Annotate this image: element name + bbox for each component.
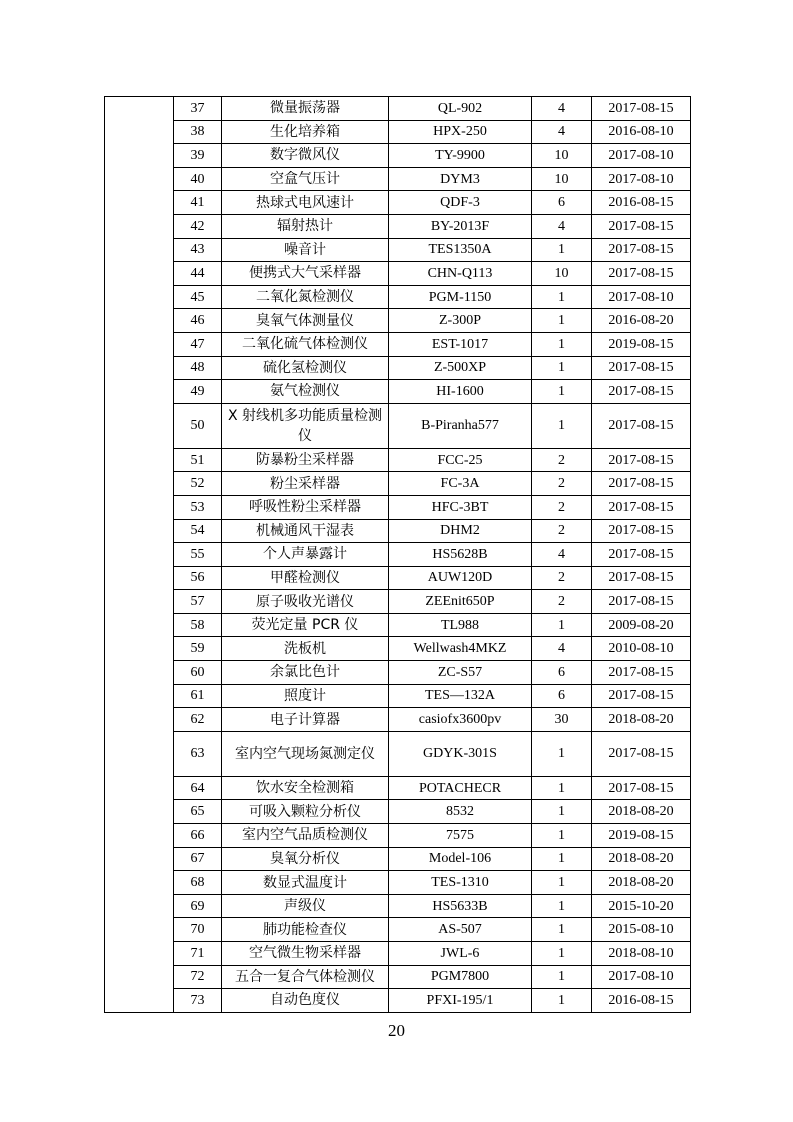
equipment-name-cell: 二氧化硫气体检测仪	[222, 332, 389, 356]
equipment-name-cell: 辐射热计	[222, 214, 389, 238]
purchase-date-cell: 2017-08-10	[592, 144, 691, 168]
model-number-cell: AUW120D	[389, 566, 532, 590]
quantity-cell: 1	[532, 613, 592, 637]
table-row	[105, 684, 691, 708]
purchase-date-cell: 2015-08-10	[592, 918, 691, 942]
quantity-cell: 2	[532, 448, 592, 472]
equipment-name-cell: 余氯比色计	[222, 661, 389, 685]
table-row	[105, 847, 691, 871]
purchase-date-cell: 2017-08-15	[592, 403, 691, 448]
model-number-cell: FC-3A	[389, 472, 532, 496]
purchase-date-cell: 2017-08-10	[592, 285, 691, 309]
model-number-cell: TES—132A	[389, 684, 532, 708]
row-number-cell: 39	[174, 144, 222, 168]
equipment-name-cell: 洗板机	[222, 637, 389, 661]
row-number-cell: 46	[174, 309, 222, 333]
quantity-cell: 1	[532, 918, 592, 942]
purchase-date-cell: 2018-08-20	[592, 847, 691, 871]
model-number-cell: HFC-3BT	[389, 495, 532, 519]
quantity-cell: 1	[532, 309, 592, 333]
model-number-cell: CHN-Q113	[389, 262, 532, 286]
table-row	[105, 637, 691, 661]
quantity-cell: 4	[532, 214, 592, 238]
quantity-cell: 1	[532, 403, 592, 448]
purchase-date-cell: 2017-08-15	[592, 448, 691, 472]
model-number-cell: QL-902	[389, 97, 532, 121]
purchase-date-cell: 2016-08-10	[592, 120, 691, 144]
purchase-date-cell: 2016-08-20	[592, 309, 691, 333]
purchase-date-cell: 2017-08-15	[592, 238, 691, 262]
table-row	[105, 191, 691, 215]
model-number-cell: HPX-250	[389, 120, 532, 144]
quantity-cell: 2	[532, 472, 592, 496]
equipment-name-cell: 可吸入颗粒分析仪	[222, 800, 389, 824]
equipment-name-cell: 微量振荡器	[222, 97, 389, 121]
equipment-name-cell: 声级仪	[222, 894, 389, 918]
row-number-cell: 54	[174, 519, 222, 543]
equipment-name-cell: 硫化氢检测仪	[222, 356, 389, 380]
equipment-name-cell: 数字微风仪	[222, 144, 389, 168]
model-number-cell: FCC-25	[389, 448, 532, 472]
equipment-name-cell: 臭氧气体测量仪	[222, 309, 389, 333]
equipment-name-cell: 空气微生物采样器	[222, 942, 389, 966]
equipment-name-cell: 便携式大气采样器	[222, 262, 389, 286]
equipment-name-cell: 个人声暴露计	[222, 543, 389, 567]
purchase-date-cell: 2009-08-20	[592, 613, 691, 637]
row-number-cell: 66	[174, 824, 222, 848]
quantity-cell: 6	[532, 684, 592, 708]
purchase-date-cell: 2017-08-15	[592, 590, 691, 614]
table-row	[105, 894, 691, 918]
row-number-cell: 48	[174, 356, 222, 380]
quantity-cell: 1	[532, 965, 592, 989]
table-row	[105, 871, 691, 895]
table-row	[105, 356, 691, 380]
equipment-name-cell: 二氧化氮检测仪	[222, 285, 389, 309]
model-number-cell: Z-500XP	[389, 356, 532, 380]
purchase-date-cell: 2017-08-15	[592, 472, 691, 496]
table-row	[105, 566, 691, 590]
purchase-date-cell: 2017-08-15	[592, 543, 691, 567]
equipment-name-cell: 生化培养箱	[222, 120, 389, 144]
table-row	[105, 167, 691, 191]
quantity-cell: 30	[532, 708, 592, 732]
purchase-date-cell: 2017-08-15	[592, 380, 691, 404]
equipment-name-cell: 照度计	[222, 684, 389, 708]
quantity-cell: 1	[532, 989, 592, 1013]
equipment-name-cell: 电子计算器	[222, 708, 389, 732]
quantity-cell: 10	[532, 167, 592, 191]
table-row	[105, 543, 691, 567]
model-number-cell: DYM3	[389, 167, 532, 191]
row-number-cell: 70	[174, 918, 222, 942]
quantity-cell: 1	[532, 238, 592, 262]
table-row	[105, 800, 691, 824]
model-number-cell: POTACHECR	[389, 776, 532, 800]
quantity-cell: 4	[532, 97, 592, 121]
table-row	[105, 403, 691, 448]
model-number-cell: HS5633B	[389, 894, 532, 918]
row-number-cell: 68	[174, 871, 222, 895]
purchase-date-cell: 2017-08-15	[592, 262, 691, 286]
table-row	[105, 380, 691, 404]
quantity-cell: 6	[532, 661, 592, 685]
table-row	[105, 285, 691, 309]
row-number-cell: 52	[174, 472, 222, 496]
purchase-date-cell: 2017-08-15	[592, 566, 691, 590]
quantity-cell: 10	[532, 144, 592, 168]
model-number-cell: ZC-S57	[389, 661, 532, 685]
row-number-cell: 47	[174, 332, 222, 356]
equipment-name-cell: 防暴粉尘采样器	[222, 448, 389, 472]
model-number-cell: Model-106	[389, 847, 532, 871]
equipment-name-cell: 空盒气压计	[222, 167, 389, 191]
row-number-cell: 59	[174, 637, 222, 661]
quantity-cell: 1	[532, 824, 592, 848]
quantity-cell: 2	[532, 566, 592, 590]
equipment-name-cell: 室内空气品质检测仪	[222, 824, 389, 848]
purchase-date-cell: 2017-08-10	[592, 965, 691, 989]
purchase-date-cell: 2016-08-15	[592, 989, 691, 1013]
model-number-cell: AS-507	[389, 918, 532, 942]
model-number-cell: TL988	[389, 613, 532, 637]
purchase-date-cell: 2017-08-15	[592, 214, 691, 238]
model-number-cell: B-Piranha577	[389, 403, 532, 448]
row-number-cell: 73	[174, 989, 222, 1013]
model-number-cell: TES-1310	[389, 871, 532, 895]
row-number-cell: 41	[174, 191, 222, 215]
table-row	[105, 824, 691, 848]
row-number-cell: 40	[174, 167, 222, 191]
row-number-cell: 44	[174, 262, 222, 286]
equipment-name-cell: 原子吸收光谱仪	[222, 590, 389, 614]
table-row	[105, 942, 691, 966]
purchase-date-cell: 2017-08-15	[592, 519, 691, 543]
equipment-name-cell: 荧光定量 PCR 仪	[222, 613, 389, 637]
model-number-cell: Z-300P	[389, 309, 532, 333]
row-number-cell: 45	[174, 285, 222, 309]
purchase-date-cell: 2019-08-15	[592, 824, 691, 848]
model-number-cell: EST-1017	[389, 332, 532, 356]
purchase-date-cell: 2017-08-15	[592, 684, 691, 708]
quantity-cell: 1	[532, 731, 592, 776]
purchase-date-cell: 2017-08-15	[592, 97, 691, 121]
table-row	[105, 120, 691, 144]
table-row	[105, 472, 691, 496]
equipment-name-cell: X 射线机多功能质量检测仪	[222, 403, 389, 448]
purchase-date-cell: 2017-08-15	[592, 731, 691, 776]
quantity-cell: 2	[532, 590, 592, 614]
table-row	[105, 144, 691, 168]
equipment-name-cell: 室内空气现场氮测定仪	[222, 731, 389, 776]
model-number-cell: Wellwash4MKZ	[389, 637, 532, 661]
quantity-cell: 10	[532, 262, 592, 286]
table-row	[105, 590, 691, 614]
row-number-cell: 55	[174, 543, 222, 567]
row-number-cell: 51	[174, 448, 222, 472]
table-row	[105, 214, 691, 238]
model-number-cell: TES1350A	[389, 238, 532, 262]
equipment-name-cell: 粉尘采样器	[222, 472, 389, 496]
equipment-name-cell: 五合一复合气体检测仪	[222, 965, 389, 989]
row-number-cell: 57	[174, 590, 222, 614]
model-number-cell: 7575	[389, 824, 532, 848]
equipment-table	[104, 96, 691, 1013]
equipment-name-cell: 数显式温度计	[222, 871, 389, 895]
table-row	[105, 309, 691, 333]
model-number-cell: QDF-3	[389, 191, 532, 215]
page-number: 20	[388, 1021, 405, 1040]
equipment-name-cell: 肺功能检查仪	[222, 918, 389, 942]
quantity-cell: 4	[532, 543, 592, 567]
purchase-date-cell: 2018-08-20	[592, 800, 691, 824]
row-number-cell: 65	[174, 800, 222, 824]
table-row	[105, 989, 691, 1013]
table-row	[105, 661, 691, 685]
model-number-cell: GDYK-301S	[389, 731, 532, 776]
category-cell	[105, 97, 174, 1013]
equipment-name-cell: 呼吸性粉尘采样器	[222, 495, 389, 519]
quantity-cell: 1	[532, 800, 592, 824]
row-number-cell: 53	[174, 495, 222, 519]
model-number-cell: DHM2	[389, 519, 532, 543]
quantity-cell: 1	[532, 847, 592, 871]
purchase-date-cell: 2016-08-15	[592, 191, 691, 215]
table-row	[105, 519, 691, 543]
equipment-name-cell: 噪音计	[222, 238, 389, 262]
table-row	[105, 332, 691, 356]
purchase-date-cell: 2017-08-15	[592, 661, 691, 685]
purchase-date-cell: 2018-08-20	[592, 871, 691, 895]
row-number-cell: 67	[174, 847, 222, 871]
row-number-cell: 50	[174, 403, 222, 448]
row-number-cell: 69	[174, 894, 222, 918]
quantity-cell: 1	[532, 356, 592, 380]
table-row	[105, 238, 691, 262]
purchase-date-cell: 2019-08-15	[592, 332, 691, 356]
table-row	[105, 613, 691, 637]
row-number-cell: 49	[174, 380, 222, 404]
quantity-cell: 1	[532, 871, 592, 895]
row-number-cell: 63	[174, 731, 222, 776]
equipment-table-container	[104, 96, 690, 1013]
table-row	[105, 97, 691, 121]
equipment-table-body	[105, 97, 691, 1013]
quantity-cell: 1	[532, 380, 592, 404]
model-number-cell: JWL-6	[389, 942, 532, 966]
quantity-cell: 4	[532, 120, 592, 144]
purchase-date-cell: 2010-08-10	[592, 637, 691, 661]
purchase-date-cell: 2017-08-10	[592, 167, 691, 191]
equipment-name-cell: 自动色度仪	[222, 989, 389, 1013]
table-row	[105, 965, 691, 989]
quantity-cell: 4	[532, 637, 592, 661]
table-row	[105, 776, 691, 800]
table-row	[105, 262, 691, 286]
model-number-cell: BY-2013F	[389, 214, 532, 238]
row-number-cell: 42	[174, 214, 222, 238]
model-number-cell: HI-1600	[389, 380, 532, 404]
row-number-cell: 64	[174, 776, 222, 800]
purchase-date-cell: 2018-08-20	[592, 708, 691, 732]
quantity-cell: 2	[532, 495, 592, 519]
table-row	[105, 448, 691, 472]
row-number-cell: 56	[174, 566, 222, 590]
equipment-name-cell: 臭氧分析仪	[222, 847, 389, 871]
quantity-cell: 6	[532, 191, 592, 215]
table-row	[105, 918, 691, 942]
row-number-cell: 58	[174, 613, 222, 637]
equipment-name-cell: 甲醛检测仪	[222, 566, 389, 590]
equipment-name-cell: 机械通风干湿表	[222, 519, 389, 543]
purchase-date-cell: 2018-08-10	[592, 942, 691, 966]
model-number-cell: PGM-1150	[389, 285, 532, 309]
model-number-cell: casiofx3600pv	[389, 708, 532, 732]
table-row	[105, 731, 691, 776]
row-number-cell: 61	[174, 684, 222, 708]
row-number-cell: 43	[174, 238, 222, 262]
model-number-cell: PGM7800	[389, 965, 532, 989]
row-number-cell: 37	[174, 97, 222, 121]
table-row	[105, 708, 691, 732]
row-number-cell: 38	[174, 120, 222, 144]
purchase-date-cell: 2017-08-15	[592, 495, 691, 519]
purchase-date-cell: 2017-08-15	[592, 776, 691, 800]
equipment-name-cell: 氨气检测仪	[222, 380, 389, 404]
model-number-cell: 8532	[389, 800, 532, 824]
quantity-cell: 1	[532, 332, 592, 356]
model-number-cell: TY-9900	[389, 144, 532, 168]
row-number-cell: 62	[174, 708, 222, 732]
model-number-cell: HS5628B	[389, 543, 532, 567]
equipment-name-cell: 饮水安全检测箱	[222, 776, 389, 800]
row-number-cell: 60	[174, 661, 222, 685]
model-number-cell: ZEEnit650P	[389, 590, 532, 614]
model-number-cell: PFXI-195/1	[389, 989, 532, 1013]
quantity-cell: 1	[532, 776, 592, 800]
table-row	[105, 495, 691, 519]
purchase-date-cell: 2015-10-20	[592, 894, 691, 918]
row-number-cell: 72	[174, 965, 222, 989]
row-number-cell: 71	[174, 942, 222, 966]
equipment-name-cell: 热球式电风速计	[222, 191, 389, 215]
quantity-cell: 2	[532, 519, 592, 543]
purchase-date-cell: 2017-08-15	[592, 356, 691, 380]
quantity-cell: 1	[532, 285, 592, 309]
quantity-cell: 1	[532, 894, 592, 918]
quantity-cell: 1	[532, 942, 592, 966]
